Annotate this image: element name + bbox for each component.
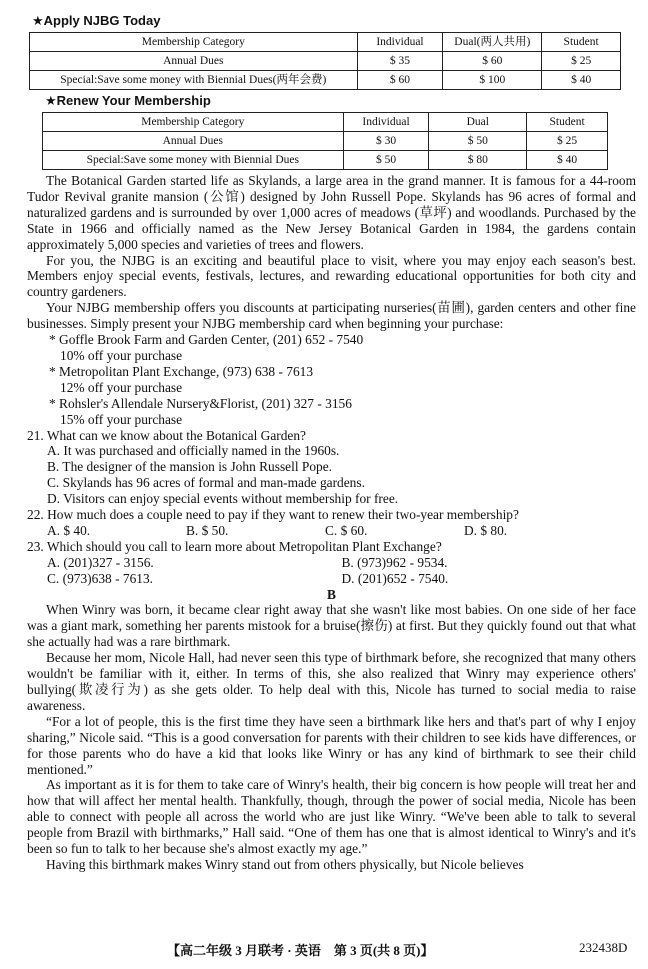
table-cell: $ 100 <box>443 71 542 90</box>
answer-option: B. The designer of the mansion is John Russell Pope. <box>47 459 333 475</box>
table-cell: Individual <box>343 113 429 132</box>
answer-option: C. (973)638 - 7613. <box>47 570 154 586</box>
table-header-row <box>30 33 621 52</box>
table-cell: Dual <box>429 113 527 132</box>
table-cell: $ 60 <box>443 52 542 71</box>
table-row <box>30 52 621 71</box>
table-row <box>43 132 608 151</box>
table-cell: Student <box>527 113 608 132</box>
exam-code: 232438D <box>579 940 628 955</box>
table-cell: Membership Category <box>30 33 358 52</box>
passage-paragraph: The Botanical Garden started life as Skylands, a large area in the grand manner. It is famous for a 44-room Tudor Revival granite mansion (公馆) designed by John Russell Pope. Skylands has 96 acres of formal and naturalized gardens and is surrounded by over 1,000 acres of meadows (草坪) and woodlands. Purchased by the State in 1966 and officially named as the New Jersey Botanical Garden in 1984, the gardens contain approximately 5,000 species and varieties of trees and flowers. <box>27 173 636 252</box>
answer-options <box>27 571 636 587</box>
renew-heading: ★Renew Your Membership <box>45 93 211 108</box>
apply-heading: ★Apply NJBG Today <box>32 13 161 28</box>
table-row <box>43 151 608 170</box>
answer-options <box>27 523 636 539</box>
question-stem: 22. How much does a couple need to pay if they want to renew their two-year membership? <box>27 507 519 523</box>
discount-store: * Goffle Brook Farm and Garden Center, (201) 652 - 7540 <box>49 332 364 348</box>
discount-rate: 15% off your purchase <box>60 411 183 427</box>
discount-store: * Rohsler's Allendale Nursery&Florist, (201) 327 - 3156 <box>49 395 352 411</box>
answer-option: A. It was purchased and officially named in the 1960s. <box>47 443 340 459</box>
answer-options <box>27 555 636 571</box>
table-cell: $ 35 <box>357 52 443 71</box>
table-cell: Special:Save some money with Biennial Dues <box>43 151 344 170</box>
answer-option: A. $ 40. <box>47 522 91 538</box>
table-cell: $ 40 <box>542 71 621 90</box>
table-cell: Annual Dues <box>30 52 358 71</box>
passage-paragraph: Your NJBG membership offers you discounts at participating nurseries(苗圃), garden centers and other fine businesses. Simply present your NJBG membership card when beginning your purchase: <box>27 300 636 332</box>
discount-rate: 10% off your purchase <box>60 347 183 363</box>
table-cell: $ 50 <box>429 132 527 151</box>
section-label: B <box>327 586 336 602</box>
discount-store: * Metropolitan Plant Exchange, (973) 638 - 7613 <box>49 363 314 379</box>
table-cell: $ 80 <box>429 151 527 170</box>
answer-option: D. Visitors can enjoy special events without membership for free. <box>47 491 399 507</box>
table-cell: Dual(两人共用) <box>443 33 542 52</box>
answer-option: B. (973)962 - 9534. <box>341 554 448 570</box>
passage-paragraph: Having this birthmark makes Winry stand out from others physically, but Nicole believes <box>46 856 524 872</box>
passage-paragraph: As important as it is for them to take care of Winry's health, their big concern is how people will treat her and how that will affect her mental health. Thankfully, though, through the power of social media, Nicole has been able to connect with people all across the world who are just like Winry. “We've been able to talk to several people from Brazil with birthmarks,” Hall said. “One of them has one that is almost identical to Winry's and it's been so fun to talk to her because she's almost exactly my age.” <box>27 777 636 857</box>
apply-fee-table <box>29 32 621 90</box>
answer-option: C. Skylands has 96 acres of formal and man-made gardens. <box>47 475 365 491</box>
table-cell: Special:Save some money with Biennial Dues(两年会费) <box>30 71 358 90</box>
table-header-row <box>43 113 608 132</box>
table-row <box>30 71 621 90</box>
table-cell: Annual Dues <box>43 132 344 151</box>
passage-paragraph: “For a lot of people, this is the first time they have seen a birthmark like hers and that's part of why I enjoy sharing,” Nicole said. “This is a good conversation for parents with their children to see kids have differences, or for those parents who do have a kid that looks like Winry or has any kind of birthmark to see their child mentioned.” <box>27 713 636 777</box>
question-stem: 21. What can we know about the Botanical Garden? <box>27 427 306 443</box>
renew-fee-table <box>42 112 608 170</box>
question-stem: 23. Which should you call to learn more about Metropolitan Plant Exchange? <box>27 538 442 554</box>
table-cell: $ 40 <box>527 151 608 170</box>
discount-rate: 12% off your purchase <box>60 379 183 395</box>
answer-option: B. $ 50. <box>186 522 229 538</box>
answer-option: A. (201)327 - 3156. <box>47 554 154 570</box>
passage-paragraph: Because her mom, Nicole Hall, had never seen this type of birthmark before, she recognized that many others wouldn't be familiar with it, either. In terms of this, she also realized that Winry may experience others' bullying(欺凌行为) as she gets older. To help deal with this, Nicole has turned to social media to raise awareness. <box>27 650 636 713</box>
footer-label: 【高二年级 3 月联考 · 英语 第 3 页(共 8 页)】 <box>167 943 434 958</box>
table-cell: Student <box>542 33 621 52</box>
passage-paragraph: When Winry was born, it became clear right away that she wasn't like most babies. On one side of her face was a giant mark, something her parents mistook for a bruise(擦伤) at first. But they quickly found out that what she actually had was a rare birthmark. <box>27 602 636 650</box>
passage-a-body <box>27 173 636 873</box>
table-cell: Membership Category <box>43 113 344 132</box>
table-cell: $ 60 <box>357 71 443 90</box>
table-cell: $ 25 <box>542 52 621 71</box>
answer-option: D. (201)652 - 7540. <box>341 570 449 586</box>
table-cell: Individual <box>357 33 443 52</box>
passage-paragraph: For you, the NJBG is an exciting and beautiful place to visit, where you may enjoy each season's best. Members enjoy special events, festivals, lectures, and rewarding educational opportunities for both city and country gardeners. <box>27 252 636 300</box>
table-cell: $ 50 <box>343 151 429 170</box>
answer-option: D. $ 80. <box>464 522 508 538</box>
table-cell: $ 25 <box>527 132 608 151</box>
table-cell: $ 30 <box>343 132 429 151</box>
answer-option: C. $ 60. <box>325 522 368 538</box>
